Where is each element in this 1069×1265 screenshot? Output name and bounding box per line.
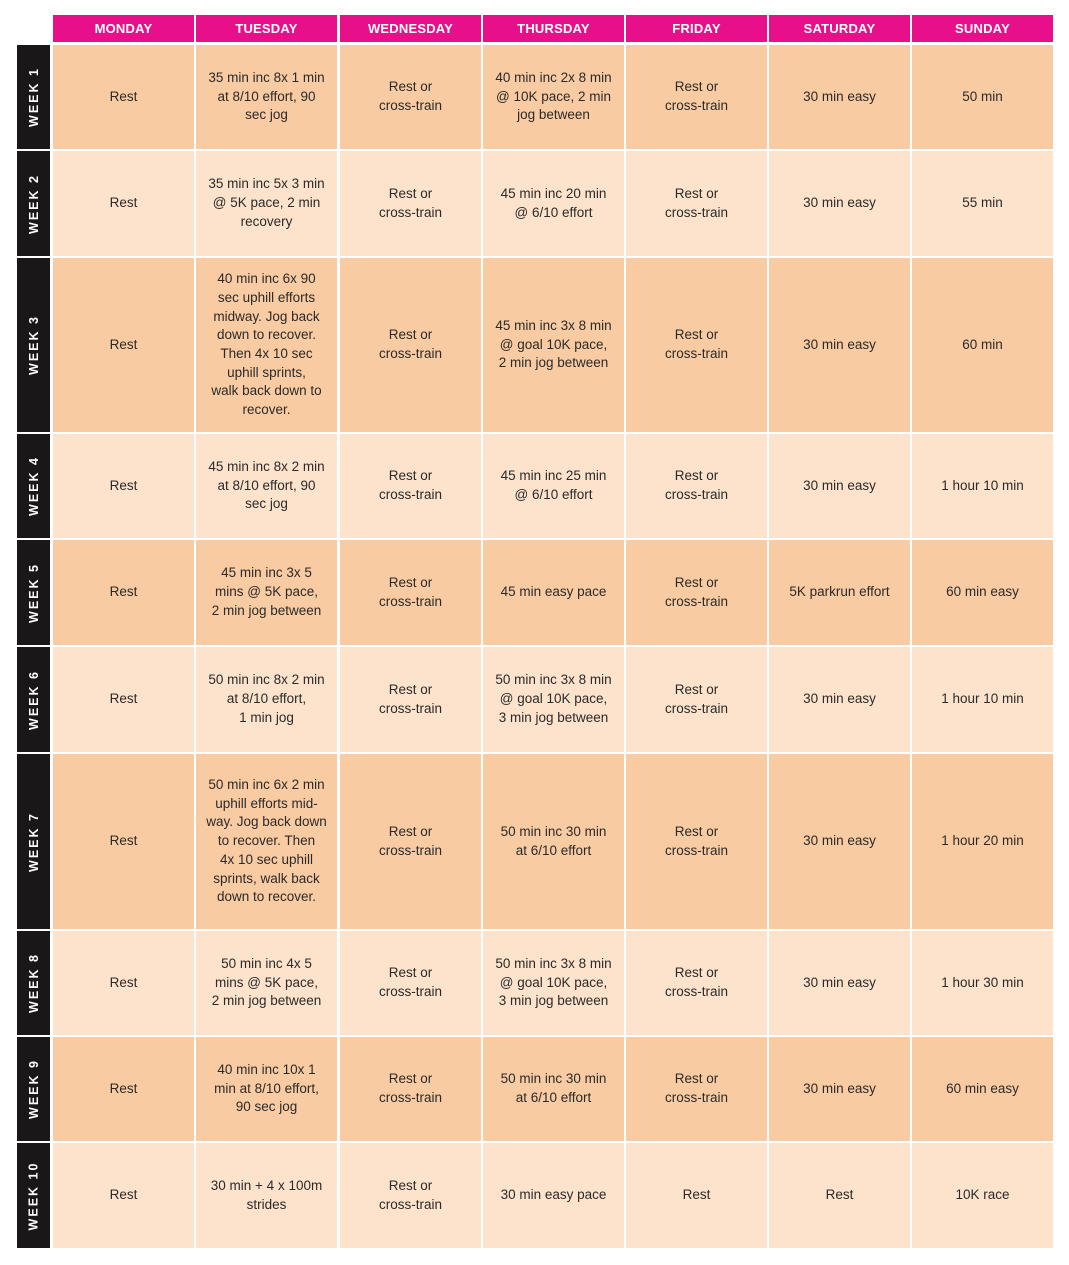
table-cell — [483, 434, 624, 538]
cell-text: 30 min easy — [803, 1080, 876, 1096]
table-cell — [53, 45, 194, 149]
table-cell — [53, 258, 194, 432]
cell-text: Rest — [109, 1187, 138, 1203]
cell-text: 50 min inc 3x 8 min @ goal 10K pace, 3 min jog between — [495, 955, 612, 1009]
cell-text: 30 min easy — [803, 477, 876, 493]
table-cell — [769, 1037, 910, 1141]
table-cell — [483, 540, 624, 645]
cell-text: 45 min inc 3x 8 min @ goal 10K pace, 2 min jog between — [495, 317, 612, 371]
table-cell — [340, 1143, 481, 1248]
table-cell — [340, 931, 481, 1035]
cell-text: 1 hour 20 min — [941, 833, 1024, 849]
table-cell — [912, 258, 1053, 432]
cell-text: Rest or cross-train — [378, 823, 442, 858]
table-cell — [53, 151, 194, 256]
table-cell — [196, 647, 337, 752]
cell-text: Rest or cross-train — [378, 79, 442, 113]
cell-text: Rest or cross-train — [378, 574, 442, 609]
day-header-thursday: THURSDAY — [483, 15, 624, 42]
table-cell — [483, 647, 624, 752]
table-cell — [626, 1037, 767, 1141]
table-cell — [53, 754, 194, 929]
cell-text: 35 min inc 8x 1 min at 8/10 effort, 90 sec jog — [208, 69, 325, 123]
table-cell — [626, 151, 767, 256]
cell-text: Rest — [109, 477, 138, 493]
cell-text: Rest — [109, 584, 138, 600]
cell-text: Rest — [109, 88, 138, 104]
table-cell — [196, 540, 337, 645]
week-label — [17, 258, 50, 432]
cell-text: Rest or cross-train — [378, 681, 442, 716]
table-cell — [626, 45, 767, 149]
cell-text: 60 min easy — [946, 1080, 1019, 1096]
table-cell — [626, 1143, 767, 1248]
table-cell — [196, 1143, 337, 1248]
table-cell — [483, 931, 624, 1035]
table-cell — [912, 754, 1053, 929]
cell-text: Rest or cross-train — [664, 681, 728, 716]
cell-text: 30 min easy — [803, 336, 876, 352]
table-cell — [53, 1037, 194, 1141]
cell-text: 45 min inc 3x 5 mins @ 5K pace, 2 min jog between — [211, 565, 322, 618]
cell-text: Rest or cross-train — [664, 79, 728, 113]
week-label — [17, 540, 50, 645]
cell-text: Rest or cross-train — [378, 965, 442, 999]
cell-text: 50 min inc 8x 2 min at 8/10 effort, 1 min jog — [208, 672, 325, 725]
table-cell — [340, 1037, 481, 1141]
week-label-text: WEEK 3 — [26, 315, 41, 375]
cell-text: 50 min inc 30 min at 6/10 effort — [500, 1071, 607, 1105]
table-cell — [53, 1143, 194, 1248]
cell-text: 50 min inc 30 min at 6/10 effort — [500, 823, 607, 858]
cell-text: Rest — [109, 974, 138, 990]
table-cell — [626, 540, 767, 645]
cell-text: 50 min inc 4x 5 mins @ 5K pace, 2 min jog between — [211, 955, 322, 1009]
week-label-text: WEEK 8 — [26, 953, 41, 1013]
week-label — [17, 434, 50, 538]
cell-text: 10K race — [955, 1187, 1010, 1203]
cell-text: 5K parkrun effort — [789, 584, 890, 600]
cell-text: 30 min easy pace — [500, 1187, 607, 1203]
cell-text: Rest — [109, 336, 138, 352]
table-cell — [769, 151, 910, 256]
table-cell — [483, 1143, 624, 1248]
cell-text: Rest or cross-train — [664, 468, 728, 502]
table-cell — [912, 1037, 1053, 1141]
table-cell — [196, 151, 337, 256]
cell-text: 40 min inc 2x 8 min @ 10K pace, 2 min jog between — [495, 69, 612, 123]
day-header-tuesday: TUESDAY — [196, 15, 337, 42]
table-cell — [196, 1037, 337, 1141]
day-header-sunday: SUNDAY — [912, 15, 1053, 42]
cell-text: Rest — [682, 1187, 711, 1203]
week-label-text: WEEK 2 — [26, 173, 41, 234]
cell-text: 60 min easy — [946, 584, 1019, 600]
cell-text: 45 min inc 20 min @ 6/10 effort — [500, 185, 607, 220]
cell-text: 40 min inc 10x 1 min at 8/10 effort, 90 sec jog — [214, 1061, 319, 1115]
cell-text: 45 min inc 25 min @ 6/10 effort — [500, 468, 607, 502]
cell-text: Rest or cross-train — [378, 1177, 442, 1212]
cell-text: 35 min inc 5x 3 min @ 5K pace, 2 min recovery — [208, 176, 325, 229]
table-cell — [769, 647, 910, 752]
week-label — [17, 647, 50, 752]
table-cell — [196, 931, 337, 1035]
cell-text: 1 hour 10 min — [941, 477, 1024, 493]
table-cell — [769, 434, 910, 538]
cell-text: 1 hour 30 min — [941, 974, 1024, 990]
table-cell — [483, 754, 624, 929]
table-cell — [196, 434, 337, 538]
cell-text: 30 min easy — [803, 195, 876, 211]
table-cell — [912, 151, 1053, 256]
table-cell — [769, 1143, 910, 1248]
week-label — [17, 931, 50, 1035]
table-cell — [626, 931, 767, 1035]
day-header-wednesday: WEDNESDAY — [340, 15, 481, 42]
table-cell — [483, 1037, 624, 1141]
week-label-text: WEEK 1 — [26, 67, 41, 127]
table-cell — [53, 540, 194, 645]
table-cell — [340, 258, 481, 432]
cell-text: 45 min inc 8x 2 min at 8/10 effort, 90 sec jog — [208, 458, 325, 512]
cell-text: Rest or cross-train — [664, 185, 728, 220]
table-cell — [53, 647, 194, 752]
cell-text: Rest — [109, 833, 138, 849]
table-cell — [626, 647, 767, 752]
table-cell — [626, 434, 767, 538]
week-label — [17, 754, 50, 929]
cell-text: Rest or cross-train — [378, 185, 442, 220]
cell-text: 30 min easy — [803, 833, 876, 849]
cell-text: 50 min — [962, 88, 1003, 104]
cell-text: Rest — [825, 1187, 854, 1203]
day-header-saturday: SATURDAY — [769, 15, 910, 42]
table-cell — [769, 754, 910, 929]
table-cell — [912, 647, 1053, 752]
cell-text: 1 hour 10 min — [941, 691, 1024, 707]
table-cell — [340, 151, 481, 256]
table-cell — [196, 258, 337, 432]
day-header-friday: FRIDAY — [626, 15, 767, 42]
cell-text: Rest or cross-train — [664, 574, 728, 609]
week-label-text: WEEK 5 — [26, 562, 41, 623]
week-label — [17, 151, 50, 256]
table-cell — [769, 931, 910, 1035]
cell-text: Rest — [109, 195, 138, 211]
table-cell — [912, 434, 1053, 538]
cell-text: Rest or cross-train — [664, 327, 728, 361]
cell-text: 30 min easy — [803, 691, 876, 707]
cell-text: 30 min easy — [803, 88, 876, 104]
week-label-text: WEEK 9 — [26, 1059, 41, 1119]
table-cell — [912, 45, 1053, 149]
table-cell — [769, 258, 910, 432]
table-cell — [626, 754, 767, 929]
cell-text: Rest — [109, 691, 138, 707]
cell-text: Rest — [109, 1080, 138, 1096]
cell-text: 30 min + 4 x 100m strides — [210, 1177, 323, 1212]
table-cell — [769, 540, 910, 645]
cell-text: 50 min inc 3x 8 min @ goal 10K pace, 3 min jog between — [495, 672, 612, 725]
table-cell — [53, 434, 194, 538]
week-label-text: WEEK 7 — [26, 811, 41, 872]
week-label-text: WEEK 10 — [26, 1161, 41, 1230]
week-label — [17, 45, 50, 149]
cell-text: Rest or cross-train — [664, 1071, 728, 1105]
cell-text: 30 min easy — [803, 974, 876, 990]
cell-text: 60 min — [962, 336, 1003, 352]
table-cell — [340, 45, 481, 149]
table-cell — [912, 1143, 1053, 1248]
table-cell — [196, 45, 337, 149]
table-cell — [483, 258, 624, 432]
cell-text: Rest or cross-train — [664, 965, 728, 999]
table-cell — [340, 754, 481, 929]
table-cell — [912, 540, 1053, 645]
table-cell — [340, 540, 481, 645]
table-cell — [769, 45, 910, 149]
table-cell — [196, 754, 337, 929]
cell-text: 50 min inc 6x 2 min uphill efforts mid- way. Jog back down to recover. Then 4x 10 sec uphill sprints, walk back down to recover. — [206, 777, 327, 905]
cell-text: 45 min easy pace — [500, 584, 607, 600]
table-cell — [340, 434, 481, 538]
table-cell — [53, 931, 194, 1035]
cell-text: Rest or cross-train — [378, 327, 442, 361]
cell-text: 40 min inc 6x 90 sec uphill efforts midway. Jog back down to recover. Then 4x 10 sec uphill sprints, walk back down to recover. — [211, 271, 322, 418]
table-cell — [626, 258, 767, 432]
day-header-monday: MONDAY — [53, 15, 194, 42]
week-label — [17, 1037, 50, 1141]
cell-text: 55 min — [962, 195, 1003, 211]
table-cell — [483, 45, 624, 149]
cell-text: Rest or cross-train — [378, 1071, 442, 1105]
cell-text: Rest or cross-train — [378, 468, 442, 502]
table-cell — [912, 931, 1053, 1035]
table-cell — [340, 647, 481, 752]
week-label-text: WEEK 4 — [26, 456, 41, 516]
cell-text: Rest or cross-train — [664, 823, 728, 858]
table-cell — [483, 151, 624, 256]
week-label-text: WEEK 6 — [26, 669, 41, 730]
week-label — [17, 1143, 50, 1248]
